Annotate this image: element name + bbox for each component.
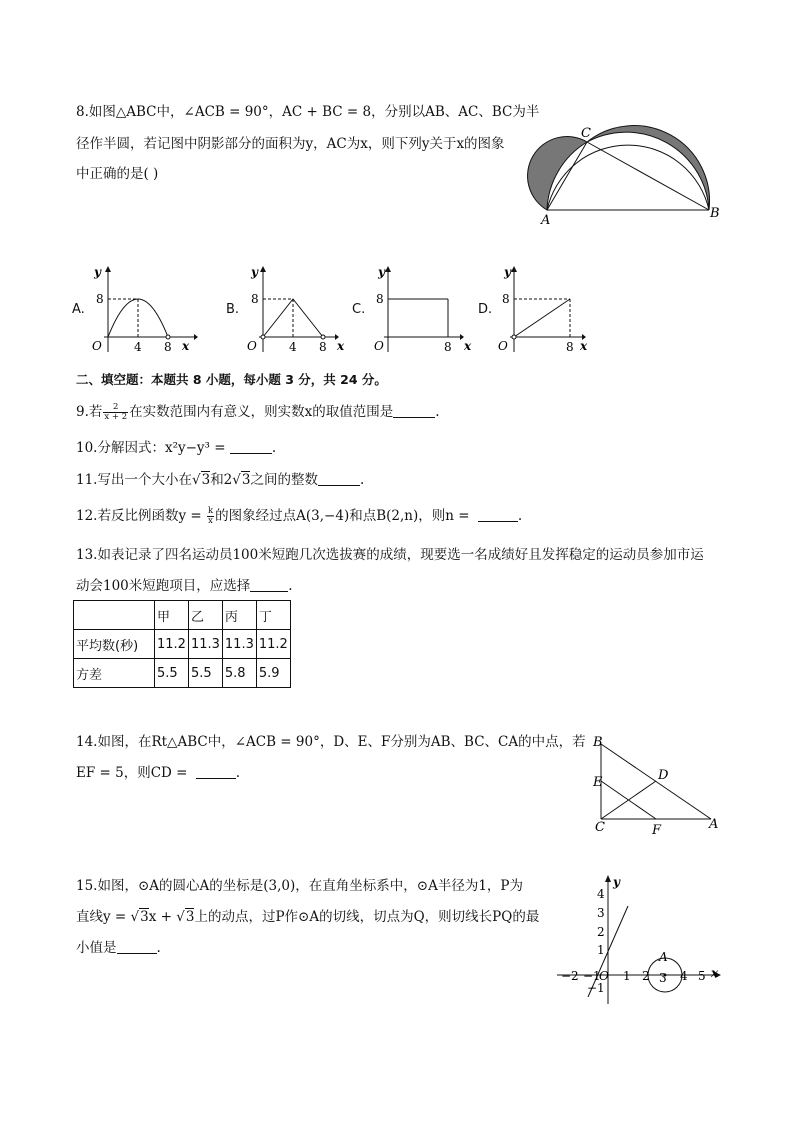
option-c-label: C.	[352, 302, 366, 317]
svg-text:4: 4	[597, 887, 605, 901]
svg-text:8: 8	[164, 340, 172, 354]
svg-text:x: x	[182, 339, 190, 353]
svg-text:y: y	[378, 265, 385, 279]
option-a-label: A.	[72, 302, 85, 317]
q8-semicircle-figure	[525, 100, 725, 230]
q8-line1: 8.如图△ABC中，∠ACB = 90°，AC + BC = 8，分别以AB、AC、BC为半	[76, 104, 540, 120]
svg-text:4: 4	[134, 340, 142, 354]
table-row: 方差 5.5 5.5 5.8 5.9	[74, 659, 291, 688]
svg-text:E: E	[593, 775, 603, 790]
svg-text:8: 8	[319, 340, 327, 354]
svg-text:4: 4	[680, 969, 688, 983]
q8-line2: 径作半圆，若记图中阴影部分的面积为y，AC为x，则下列y关于x的图象	[76, 136, 505, 152]
svg-text:B: B	[593, 735, 603, 750]
svg-text:O: O	[247, 339, 257, 353]
q11-answer-blank[interactable]	[318, 471, 360, 486]
svg-text:O: O	[498, 339, 508, 353]
svg-text:1: 1	[623, 969, 631, 983]
table-row: 甲 乙 丙 丁	[74, 601, 291, 630]
q15-line1: 15.如图，⊙A的圆心A的坐标是(3,0)，在直角坐标系中，⊙A半径为1，P为	[76, 878, 524, 894]
svg-text:A: A	[709, 817, 719, 832]
svg-text:−1: −1	[583, 969, 601, 983]
svg-text:5: 5	[698, 969, 706, 983]
svg-text:−2: −2	[561, 969, 579, 983]
table-row: 平均数(秒) 11.2 11.3 11.3 11.2	[74, 630, 291, 659]
q12-answer-blank[interactable]	[478, 507, 518, 522]
svg-text:y: y	[251, 265, 258, 279]
option-d-graph	[494, 262, 604, 357]
svg-text:3: 3	[659, 971, 667, 985]
svg-text:x: x	[337, 339, 345, 353]
svg-text:8: 8	[566, 340, 574, 354]
svg-text:x: x	[464, 339, 472, 353]
q12: 12.若反比例函数y = $\frac{k}{x}$ 的图象经过点A(3,−4)和点B(2,n)，则n = .	[76, 506, 523, 526]
svg-text:8: 8	[502, 292, 510, 306]
q9-answer-blank[interactable]	[393, 403, 435, 418]
q9: 9.若 $\frac{2}{x + 2}$ 在实数范围内有意义，则实数x的取值范围是 .	[76, 402, 440, 422]
q8-lune-bc	[587, 126, 710, 210]
q13-answer-blank[interactable]	[250, 577, 288, 592]
svg-text:8: 8	[251, 292, 259, 306]
q15-answer-blank[interactable]	[117, 939, 157, 954]
option-b-label: B.	[226, 302, 240, 317]
svg-text:x: x	[711, 966, 719, 980]
svg-text:2: 2	[597, 925, 605, 939]
option-d-label: D.	[478, 302, 493, 317]
svg-text:F: F	[652, 823, 662, 838]
option-c-graph	[368, 262, 480, 357]
svg-text:y: y	[504, 265, 511, 279]
svg-text:D: D	[658, 768, 669, 783]
option-d-curve	[514, 299, 570, 337]
svg-text:2: 2	[642, 969, 650, 983]
svg-text:O: O	[92, 339, 102, 353]
svg-text:A: A	[659, 950, 668, 964]
q13-line1: 13.如表记录了四名运动员100米短跑几次选拔赛的成绩，现要选一名成绩好且发挥稳定的运动员参加市运	[76, 547, 704, 563]
q8-label-c: C	[581, 126, 591, 141]
svg-text:y: y	[613, 875, 620, 889]
q14-answer-blank[interactable]	[196, 764, 236, 779]
q13-line2: 动会100米短跑项目，应选择 .	[76, 578, 293, 594]
q14-line2: EF = 5，则CD = .	[76, 765, 241, 781]
q15-coordinate-figure	[555, 872, 725, 1007]
q15-line3: 小值是 .	[76, 940, 161, 956]
svg-text:8: 8	[444, 340, 452, 354]
svg-text:8: 8	[96, 292, 104, 306]
option-b-graph	[243, 262, 353, 357]
svg-text:x: x	[580, 339, 588, 353]
svg-text:O: O	[599, 969, 609, 983]
section-2-title: 二、填空题：本题共 8 小题，每小题 3 分，共 24 分。	[76, 372, 387, 387]
svg-text:8: 8	[376, 292, 384, 306]
svg-text:1: 1	[597, 943, 605, 957]
svg-text:3: 3	[597, 906, 605, 920]
svg-text:O: O	[374, 339, 384, 353]
q14-triangle-figure	[585, 730, 725, 840]
q14-line1: 14.如图，在Rt△ABC中，∠ACB = 90°，D、E、F分别为AB、BC、CA的中点，若	[76, 734, 586, 750]
q10-answer-blank[interactable]	[230, 439, 272, 454]
q10: 10.分解因式：x²y−y³ = .	[76, 440, 277, 456]
svg-text:−1: −1	[587, 981, 605, 995]
svg-text:4: 4	[289, 340, 297, 354]
q8-label-b: B	[710, 206, 720, 221]
q11: 11.写出一个大小在√3和2√3之间的整数 .	[76, 472, 365, 488]
option-a-graph	[88, 262, 198, 357]
q15-line2: 直线y = √3x + √3上的动点，过P作⊙A的切线，切点为Q，则切线长PQ的最	[76, 909, 540, 925]
q8-lune-ac	[528, 137, 587, 210]
q8-line3: 中正确的是( )	[76, 166, 159, 182]
score-table	[73, 600, 291, 688]
svg-text:y: y	[94, 265, 101, 279]
q8-label-a: A	[541, 213, 551, 228]
svg-text:C: C	[595, 820, 605, 835]
